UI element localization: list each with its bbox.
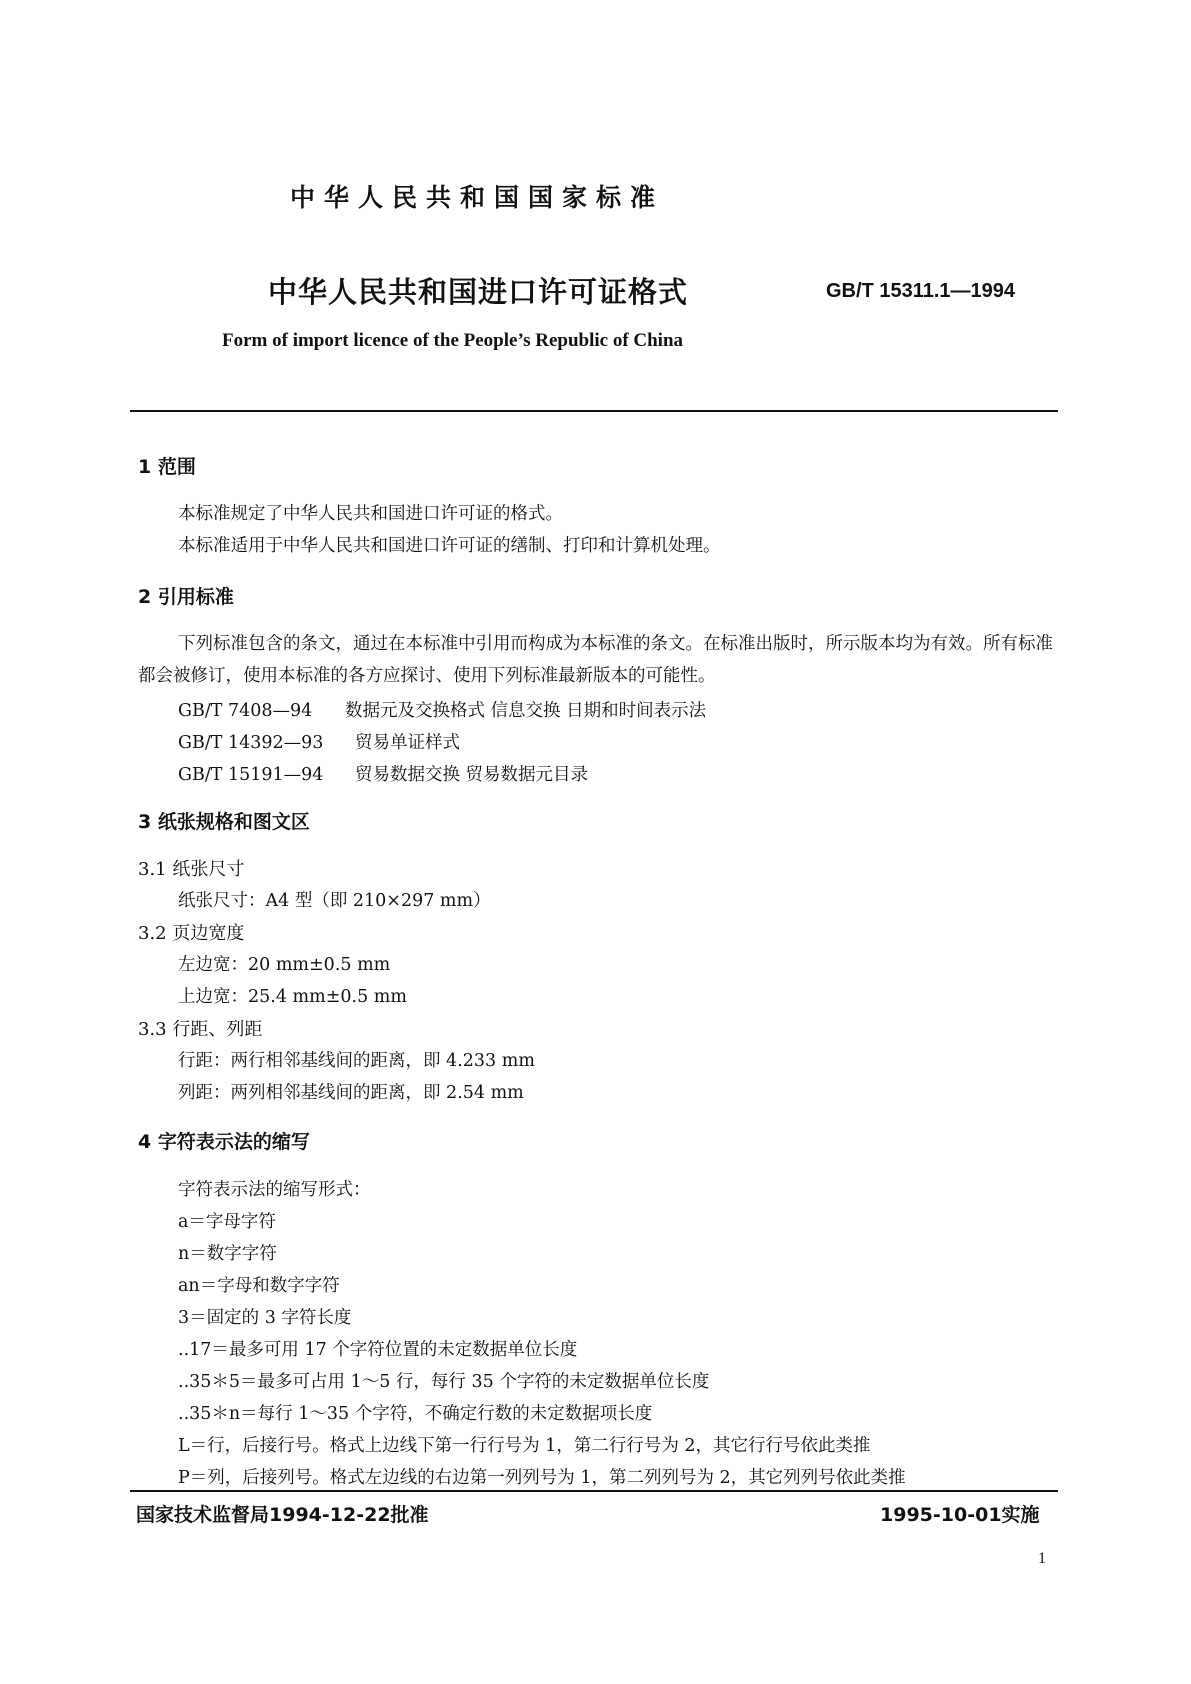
page-number: 1	[1038, 1550, 1046, 1567]
header-divider	[130, 410, 1058, 412]
national-standard-heading: 中华人民共和国国家标准	[290, 183, 665, 212]
section-2-heading: 2 引用标准	[138, 586, 234, 608]
section-3-1-heading: 3.1 纸张尺寸	[138, 859, 245, 880]
list-item: ..35＊5＝最多可占用 1～5 行，每行 35 个字符的未定数据单位长度	[178, 1372, 710, 1392]
footer-divider	[130, 1490, 1058, 1492]
reference-code: GB/T 7408—94	[178, 701, 313, 721]
list-item: n＝数字字符	[178, 1244, 277, 1264]
reference-name: 数据元及交换格式 信息交换 日期和时间表示法	[345, 701, 707, 721]
section-3-heading: 3 纸张规格和图文区	[138, 811, 310, 833]
line-spacing-text: 行距：两行相邻基线间的距离，即 4.233 mm	[178, 1051, 535, 1071]
list-item: L＝行，后接行号。格式上边线下第一行行号为 1，第二行行号为 2，其它行行号依此类推	[178, 1436, 871, 1456]
reference-name: 贸易单证样式	[355, 733, 460, 753]
section-2-paragraph: 下列标准包含的条文，通过在本标准中引用而构成为本标准的条文。在标准出版时，所示版本均为有效。所有标准都会被修订，使用本标准的各方应探讨、使用下列标准最新版本的可能性。	[138, 634, 1053, 686]
section-1-paragraph-1: 本标准规定了中华人民共和国进口许可证的格式。	[178, 504, 563, 524]
reference-row	[178, 697, 706, 722]
reference-code: GB/T 14392—93	[178, 733, 324, 753]
reference-row	[178, 761, 588, 786]
approval-date: 国家技术监督局1994-12-22批准	[136, 1504, 429, 1526]
section-3-2-heading: 3.2 页边宽度	[138, 923, 245, 944]
standard-number: GB/T 15311.1—1994	[826, 280, 1016, 302]
section-4-heading: 4 字符表示法的缩写	[138, 1131, 310, 1153]
column-spacing-text: 列距：两列相邻基线间的距离，即 2.54 mm	[178, 1083, 524, 1103]
reference-name: 贸易数据交换 贸易数据元目录	[355, 765, 589, 785]
section-1-paragraph-2: 本标准适用于中华人民共和国进口许可证的缮制、打印和计算机处理。	[178, 536, 721, 556]
english-title: Form of import licence of the People’s Republic of China	[222, 330, 684, 351]
list-item: ..17＝最多可用 17 个字符位置的未定数据单位长度	[178, 1340, 578, 1360]
section-3-3-heading: 3.3 行距、列距	[138, 1019, 263, 1040]
reference-code: GB/T 15191—94	[178, 765, 324, 785]
left-margin-text: 左边宽：20 mm±0.5 mm	[178, 955, 391, 975]
implementation-date: 1995-10-01实施	[880, 1504, 1040, 1526]
reference-row	[178, 729, 460, 754]
section-1-heading: 1 范围	[138, 456, 196, 478]
list-item: an＝字母和数字字符	[178, 1276, 340, 1296]
list-item: 字符表示法的缩写形式：	[178, 1180, 371, 1200]
list-item: a＝字母字符	[178, 1212, 276, 1232]
document-title: 中华人民共和国进口许可证格式	[268, 275, 689, 309]
list-item: P＝列，后接列号。格式左边线的右边第一列列号为 1，第二列列号为 2，其它列列号依此类推	[178, 1468, 906, 1488]
paper-size-text: 纸张尺寸：A4 型（即 210×297 mm）	[178, 891, 491, 911]
list-item: 3＝固定的 3 字符长度	[178, 1308, 352, 1328]
list-item: ..35＊n＝每行 1～35 个字符，不确定行数的未定数据项长度	[178, 1404, 653, 1424]
top-margin-text: 上边宽：25.4 mm±0.5 mm	[178, 987, 407, 1007]
